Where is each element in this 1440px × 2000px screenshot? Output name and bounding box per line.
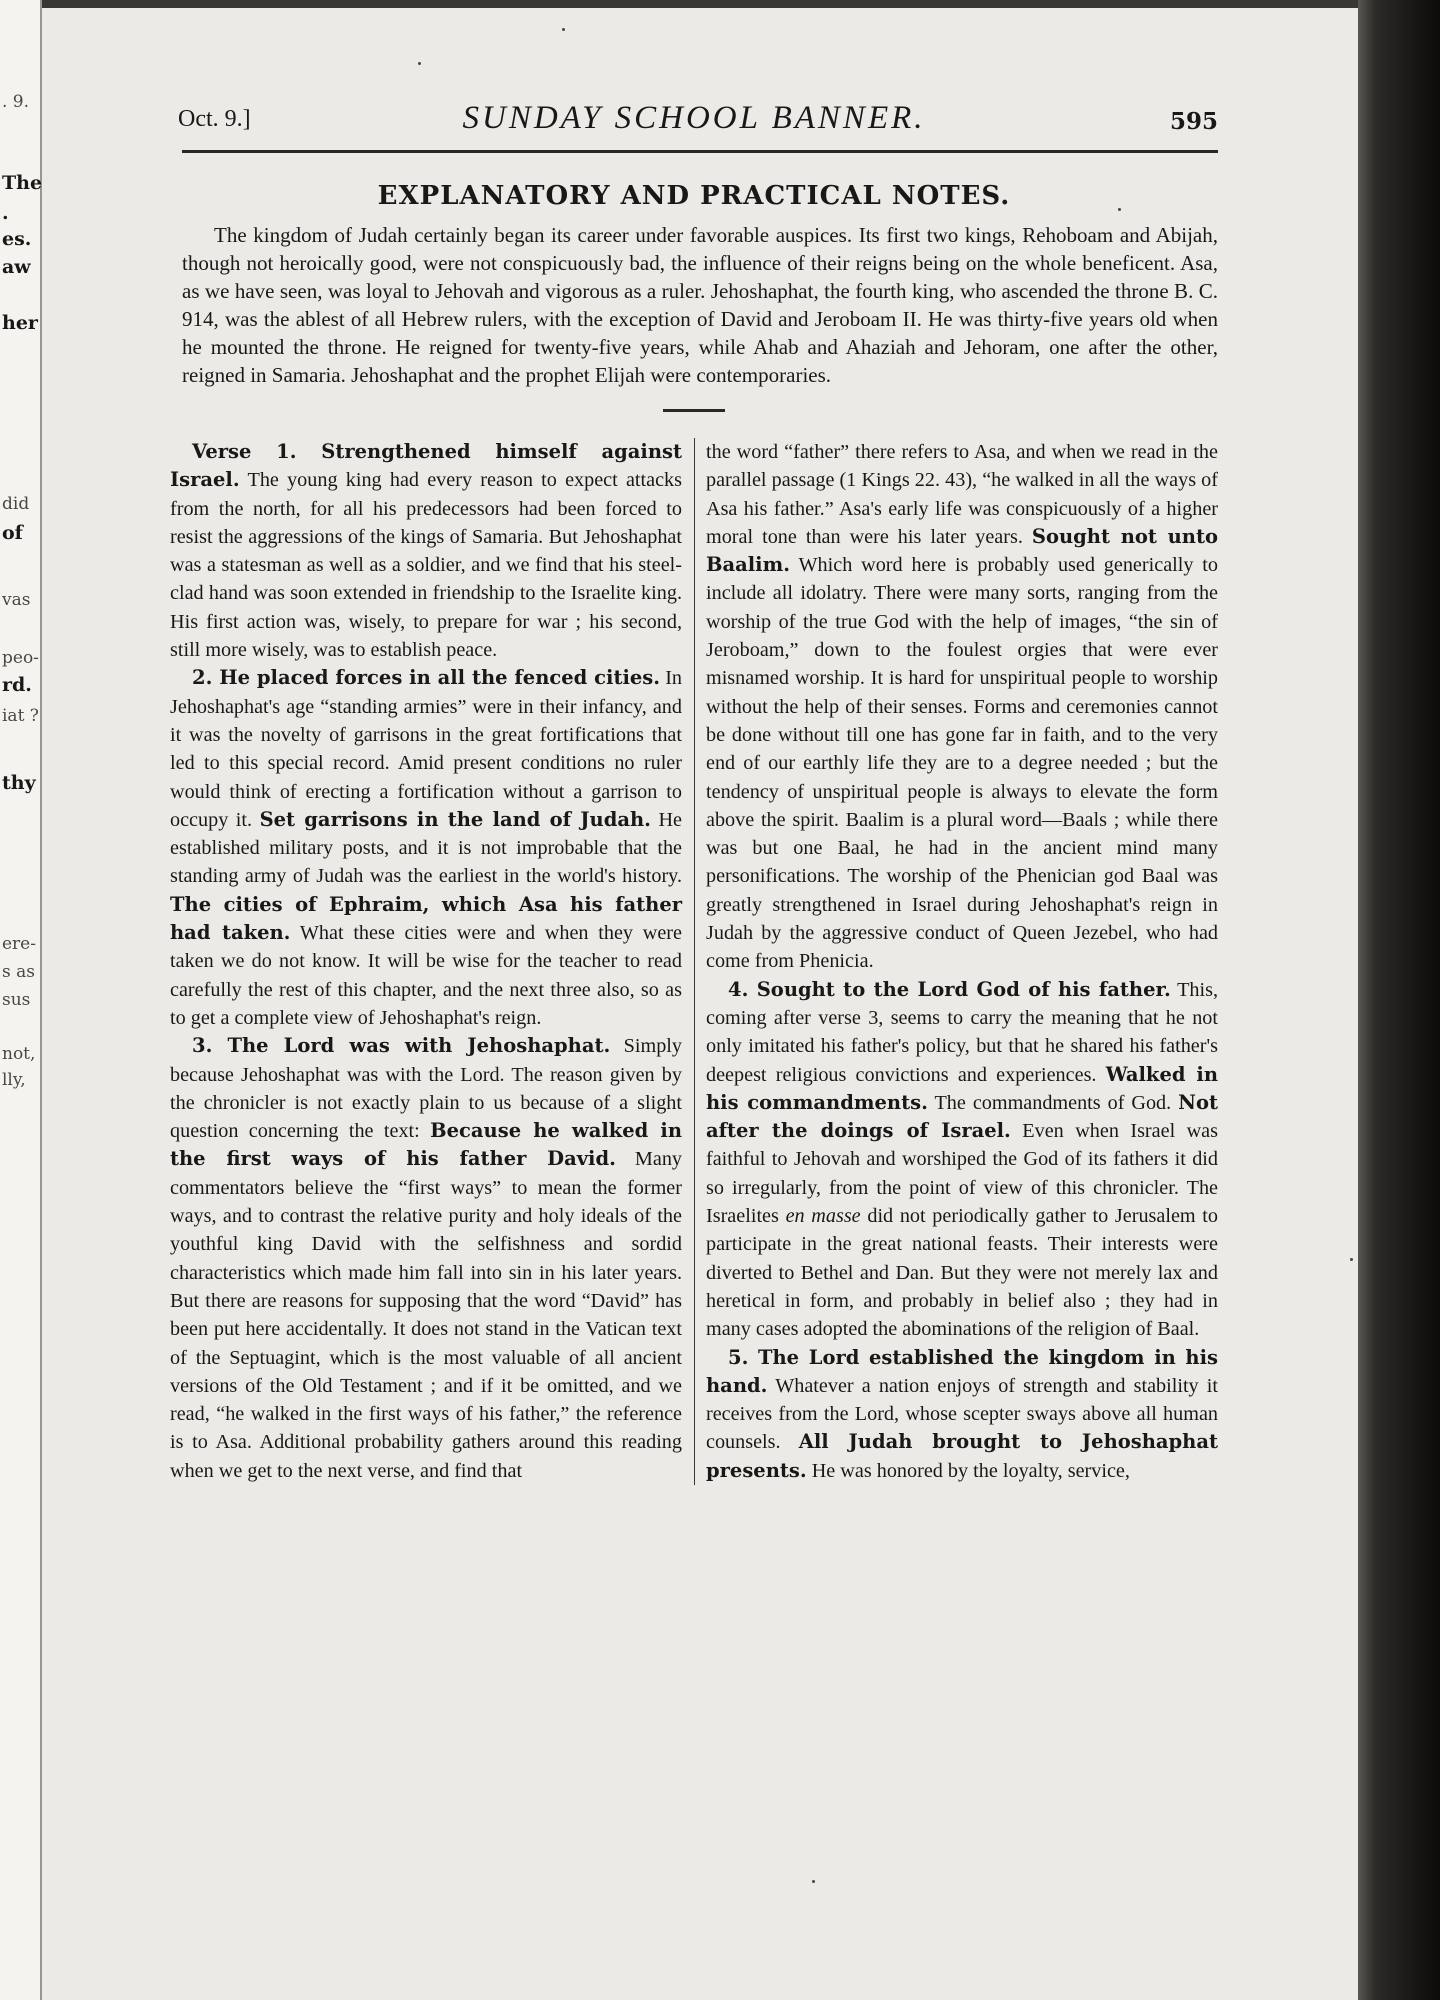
- verse-3-text-baalim: Which word here is probably used generically to include all idolatry. There were many sorts, ranging from the worship of the true God with the help of images, “the sin of Jeroboam,” down to the foulest orgies that were ever misnamed worship. It is hard for unspiritual people to worship without the help of their senses. Forms and ceremonies cannot be done without till one has gone far in faith, and to the very end of our earthly life they are to a degree needed ; but the tendency of unspiritual people is always to elevate the form above the spirit. Baalim is a plural word—Baals ; while there was but one Baal, he had in the ancient mind many personifications. The worship of the Phenician god Baal was greatly strengthened in Israel during Jehoshaphat's reign in Judah by the aggressive conduct of Queen Jezebel, who had come from Phenicia.: [706, 554, 1219, 973]
- two-column-body: [170, 438, 1218, 1485]
- previous-page-fragment: es.: [2, 228, 32, 250]
- previous-page-fragment: rd.: [2, 674, 32, 696]
- previous-page-fragment: thy: [2, 772, 36, 794]
- verse-4-note: [706, 976, 1218, 1344]
- verse-4-text-walked: The commandments of God.: [934, 1091, 1172, 1114]
- verse-4-heading: 4. Sought to the Lord God of his father.: [728, 977, 1171, 1001]
- verse-3-heading: 3. The Lord was with Jehoshaphat.: [192, 1034, 611, 1058]
- header-rule: [182, 150, 1218, 153]
- ink-speck: [812, 1880, 815, 1883]
- verse-1-note: [170, 438, 682, 664]
- verse-3-text-david: Many commentators believe the “first ways” to mean the former ways, and to contrast the relative purity and holy ideals of the youthful king David with the selfishness and sordid characteristics which made him fall into sin in his later years. But there are reasons for supposing that the word “David” has been put here accidentally. It does not stand in the Vatican text of the Septuagint, which is the most valuable of all ancient versions of the Old Testament ; and if it be omitted, and we read, “he walked in the first ways of his father,” the reference is to Asa. Additional probability gathers around this reading when we get to the next verse, and find that: [170, 1148, 683, 1482]
- verse-5-text-presents: He was honored by the loyalty, service,: [811, 1459, 1130, 1482]
- previous-page-fragment: of: [2, 522, 23, 544]
- header-date: Oct. 9.]: [178, 106, 251, 132]
- verse-3-subheading-david: Because he walked in the first ways of his father David.: [170, 1119, 682, 1171]
- previous-page-fragment: iat ?: [2, 706, 39, 726]
- section-divider: [663, 409, 725, 412]
- column-divider: [694, 438, 695, 1485]
- verse-3-continuation: [706, 438, 1218, 976]
- verse-4-text-israel-b: did not periodically gather to Jerusalem to participate in the great national feasts. Their interests were diverted to Bethel and Dan. But they were not merely lax and heretical in form, and probably in belief also ; they had in many cases adopted the abominations of the religion of Baal.: [706, 1205, 1219, 1341]
- previous-page-fragment: .: [2, 202, 9, 224]
- right-column: [706, 438, 1218, 1485]
- verse-2-text-ephraim: What these cities were and when they were taken we do not know. It will be wise for the teacher to read carefully the rest of this chapter, and the next three also, so as to get a complete view of Jehoshaphat's reign.: [170, 922, 682, 1029]
- running-header: [170, 96, 1218, 150]
- verse-2-text: In Jehoshaphat's age “standing armies” were in their infancy, and it was the novelty of garrisons in the great fortifications that led to this special record. Amid present conditions no ruler would think of erecting a fortification without a garrison to occupy it.: [170, 667, 683, 831]
- ink-speck: [1350, 1258, 1353, 1261]
- previous-page-fragment: s as: [2, 962, 35, 982]
- previous-page-fragment: lly,: [2, 1070, 26, 1090]
- verse-3-continued-text: the word “father” there refers to Asa, and when we read in the parallel passage (1 Kings 22. 43), “he walked in all the ways of Asa his father.” Asa's early life was conspicuously of a higher moral tone than were his later years.: [706, 441, 1218, 548]
- verse-1-text: The young king had every reason to expect attacks from the north, for all his predecessors had been forced to resist the aggressions of the kings of Samaria. But Jehoshaphat was a statesman as well as a soldier, and we find that his steel-clad hand was soon extended in friendship to the Israelite king. His first action was, wisely, to prepare for war ; his second, still more wisely, was to establish peace.: [170, 469, 683, 662]
- previous-page-fragment: ere-: [2, 934, 36, 954]
- verse-4-text: This, coming after verse 3, seems to carry the meaning that he not only imitated his father's policy, but that he shared his father's deepest religious convictions and experiences.: [706, 978, 1218, 1086]
- verse-2-heading: 2. He placed forces in all the fenced cities.: [192, 666, 661, 690]
- previous-page-edge: [0, 0, 42, 2000]
- verse-4-subheading-israel: Not after the doings of Israel.: [706, 1090, 1219, 1143]
- verse-5-note: [706, 1344, 1218, 1485]
- previous-page-fragment: not,: [2, 1044, 36, 1064]
- ink-speck: [562, 28, 565, 31]
- previous-page-fragment: aw: [2, 256, 31, 278]
- verse-4-text-israel-a: Even when Israel was faithful to Jehovah and worshiped the God of its fathers it did so irregularly, from the point of view of this chronicler. The Israelites: [706, 1120, 1219, 1228]
- verse-4-subheading-walked: Walked in his commandments.: [706, 1062, 1219, 1114]
- previous-page-fragment: peo-: [2, 648, 39, 668]
- previous-page-fragment: did: [2, 494, 30, 514]
- verse-3-subheading-baalim: Sought not unto Baalim.: [706, 524, 1218, 577]
- verse-4-italic-phrase: en masse: [785, 1205, 861, 1228]
- previous-page-fragment: her: [2, 312, 38, 334]
- book-spine-edge: [1358, 0, 1440, 2000]
- verse-3-text: Simply because Jehoshaphat was with the Lord. The reason given by the chronicler is not exactly plain to us because of a slight question concerning the text:: [170, 1035, 682, 1143]
- intro-paragraph: The kingdom of Judah certainly began its career under favorable auspices. Its first two kings, Rehoboam and Abijah, though not heroically good, were not conspicuously bad, the influence of their reigns being on the whole beneficent. Asa, as we have seen, was loyal to Jehovah and vigorous as a ruler. Jehoshaphat, the fourth king, who ascended the throne B. C. 914, was the ablest of all Hebrew rulers, with the exception of David and Jeroboam II. He was thirty-five years old when he mounted the throne. He reigned for twenty-five years, while Ahab and Ahaziah and Jehoram, one after the other, reigned in Samaria. Jehoshaphat and the prophet Elijah were contemporaries.: [182, 223, 1218, 387]
- verse-2-subheading-ephraim: The cities of Ephraim, which Asa his father had taken.: [170, 892, 682, 945]
- verse-2-subheading-garrisons: Set garrisons in the land of Judah.: [259, 807, 651, 831]
- ink-speck: [418, 62, 421, 65]
- verse-5-subheading-presents: All Judah brought to Jehoshaphat presents.: [706, 1430, 1218, 1482]
- verse-2-text-garrisons: He established military posts, and it is not improbable that the standing army of Judah was the earliest in the world's history.: [170, 808, 682, 888]
- verse-5-heading: 5. The Lord established the kingdom in his hand.: [706, 1345, 1218, 1397]
- section-title: EXPLANATORY AND PRACTICAL NOTES.: [377, 181, 1011, 211]
- periodical-title: SUNDAY SCHOOL BANNER.: [462, 100, 926, 136]
- previous-page-fragment: . 9.: [2, 92, 30, 112]
- verse-3-note: [170, 1032, 682, 1485]
- left-column: [170, 438, 682, 1485]
- verse-1-heading: Verse 1. Strengthened himself against Israel.: [170, 440, 682, 492]
- previous-page-fragment: sus: [2, 990, 31, 1010]
- page-number: 595: [1169, 108, 1218, 135]
- previous-page-fragment: The: [2, 172, 43, 194]
- previous-page-fragment: vas: [2, 590, 31, 610]
- verse-2-note: [170, 664, 682, 1032]
- page-content: [170, 96, 1218, 1485]
- verse-5-text: Whatever a nation enjoys of strength and stability it receives from the Lord, whose scepter sways above all human counsels.: [706, 1374, 1218, 1454]
